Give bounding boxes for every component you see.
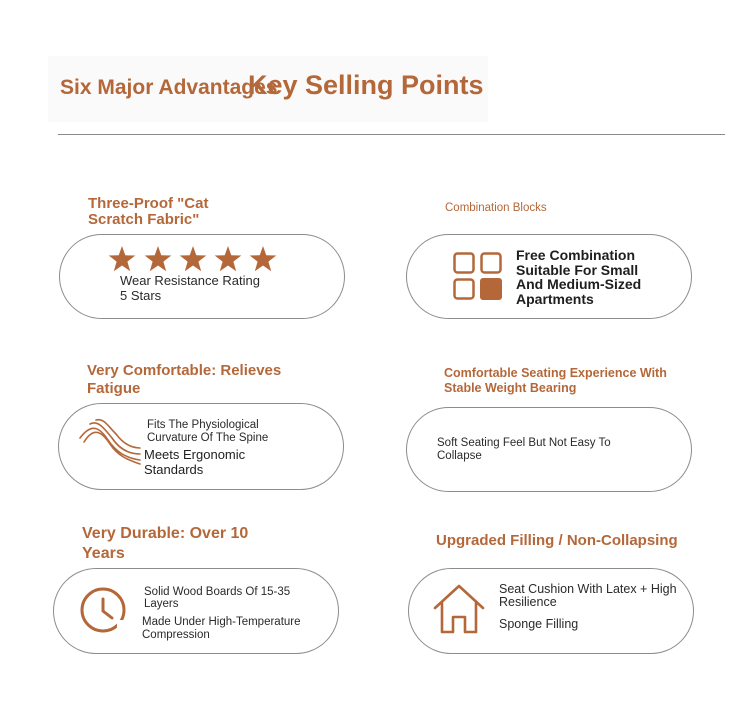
card-title-durable: Very Durable: Over 10 Years [82,525,249,562]
star-icon [145,246,172,271]
wood-boards-text: Solid Wood Boards Of 15-35 Layers [144,586,291,610]
header-subtitle: Six Major Advantages [60,76,278,99]
five-stars-icon [108,246,278,274]
star-icon [180,246,207,271]
wear-rating-label: Wear Resistance Rating [120,273,260,288]
star-icon [215,246,242,271]
latex-cushion-text: Seat Cushion With Latex + High Resilience [499,582,677,609]
seating-text: Soft Seating Feel But Not Easy To Collapse [437,437,611,462]
compression-text: Made Under High-Temperature Compression [142,616,301,641]
card-title-seating: Comfortable Seating Experience With Stable Weight Bearing [444,366,667,395]
clock-icon [79,586,131,634]
sponge-filling-text: Sponge Filling [499,617,579,631]
card-title-fabric: Three-Proof "Cat Scratch Fabric" [88,195,209,228]
grid-blocks-icon [453,252,505,300]
star-icon [250,246,277,271]
curve-lines-icon [78,418,144,468]
card-title-filling: Upgraded Filling / Non-Collapsing [436,532,678,549]
card-title-combination: Combination Blocks [445,202,547,214]
house-icon [433,584,487,634]
combination-text: Free Combination Suitable For Small And Medium-Sized Apartments [516,247,642,307]
divider [58,134,725,135]
card-title-comfortable: Very Comfortable: Relieves Fatigue [87,362,282,397]
page-title: Key Selling Points [248,70,484,100]
wear-rating-value: 5 Stars [120,288,162,303]
star-icon [109,246,136,271]
ergonomic-text: Meets Ergonomic Standards [144,447,246,477]
spine-curvature-text: Fits The Physiological Curvature Of The Spine [147,419,269,444]
